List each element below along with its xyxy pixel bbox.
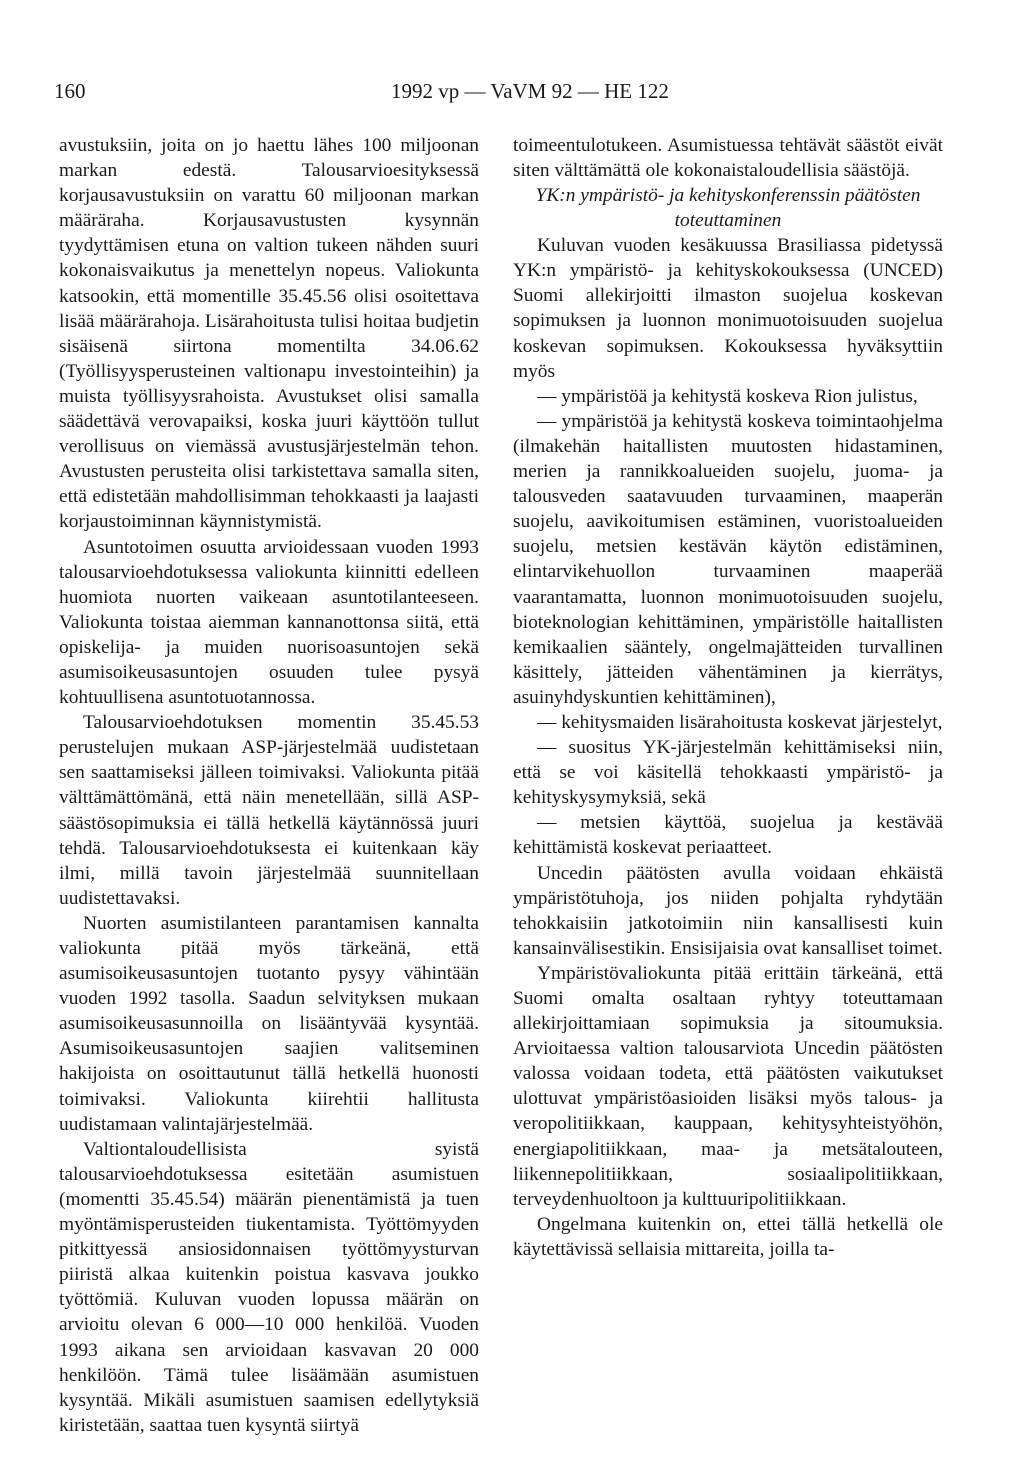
running-title: 1992 vp — VaVM 92 — HE 122 — [391, 79, 669, 103]
section-heading: YK:n ympäristö- ja kehityskonferenssin päätösten toteuttaminen — [535, 185, 921, 232]
page-number: 160 — [54, 79, 86, 103]
right-paragraph-2: Ympäristövaliokunta pitää erittäin tärkeänä, että Suomi omalta osaltaan ryhtyy toteuttamaan allekirjoittamiaan sopimuksia ja sitoumuksia. Arvioitaessa valtion talousarviota Uncedin päätösten valossa voidaan todeta, että päätösten vaikutukset ulottuvat ympäristöasioiden lisäksi myös talous- ja veropolitiikkaan, kauppaan, kehitysyhteistyöhön, energiapolitiikkaan, maa- ja metsätalouteen, liikennepolitiikkaan, sosiaalipolitiikkaan, terveydenhuoltoon ja kulttuuripolitiikkaan. — [513, 962, 943, 1210]
dash-item-2: — ympäristöä ja kehitystä koskeva toimintaohjelma (ilmakehän haitallisten muutosten hidastaminen, merien ja rannikkoalueiden suojelu, juoma- ja talousveden saatavuuden turvaaminen, maaperän suojelu, aavikoitumisen estäminen, vuoristoalueiden suojelu, metsien kestävän käytön edistäminen, elintarvikehuollon turvaaminen maaperää vaarantamatta, luonnon monimuotoisuuden suojelu, bioteknologian kehittäminen, ympäristölle haitallisten kemikaalien sääntely, ongelmajätteiden turvallinen käsittely, jätteiden vähentäminen ja kierrätys, asuinyhdyskuntien kehittäminen), — [513, 410, 943, 708]
left-column — [59, 133, 479, 1438]
dash-item-5: — metsien käyttöä, suojelua ja kestävää kehittämistä koskevat periaatteet. — [513, 812, 943, 859]
left-paragraph-4: Nuorten asumistilanteen parantamisen kannalta valiokunta pitää myös tärkeänä, että asumisoikeusasuntojen tuotanto pysyy vähintään vuoden 1992 tasolla. Saadun selvityksen mukaan asumisoikeusasunnoilla on lisääntyvää kysyntää. Asumisoikeusasuntojen saajien valitseminen hakijoista on osoittautunut tällä hetkellä huonosti toimivaksi. Valiokunta kiirehtii hallitusta uudistamaan valintajärjestelmää. — [59, 912, 479, 1135]
dash-item-3: — kehitysmaiden lisärahoitusta koskevat järjestelyt, — [537, 711, 943, 733]
left-paragraph-1: avustuksiin, joita on jo haettu lähes 100 miljoonan markan edestä. Talousarvioesityksessä korjausavustuksiin on varattu 60 miljoonan markan määräraha. Korjausavustusten kysynnän tyydyttämisen etuna on valtion tukeen nähden suuri kokonaisvaikutus ja menettelyn nopeus. Valiokunta katsookin, että momentille 35.45.56 olisi osoitettava lisää määrärahoja. Lisärahoitusta tulisi hoitaa budjetin sisäisenä siirtona momentilta 34.06.62 (Työllisyysperusteinen valtionapu investointeihin) ja muista työllisyysrahoista. Avustukset olisi samalla säädettävä verovapaiksi, koska juuri käyttöön tullut verollisuus on viemässä avustusjärjestelmän tehon. Avustusten perusteita olisi tarkistettava samalla siten, että edistetään mahdollisimman tehokkaasti ja laajasti korjaustoiminnan käynnistymistä. — [59, 135, 479, 533]
dash-item-4: — suositus YK-järjestelmän kehittämiseksi niin, että se voi käsitellä tehokkaasti ympäristö- ja kehityskysymyksiä, sekä — [513, 737, 943, 809]
right-intro-paragraph: Kuluvan vuoden kesäkuussa Brasiliassa pidetyssä YK:n ympäristö- ja kehityskokouksessa (UNCED) Suomi allekirjoitti ilmaston suojelua koskevan sopimuksen ja luonnon monimuotoisuuden suojelua koskevan sopimuksen. Kokouksessa hyväksyttiin myös — [513, 235, 943, 382]
left-paragraph-3: Talousarvioehdotuksen momentin 35.45.53 perustelujen mukaan ASP-järjestelmää uudistetaan sen saattamiseksi jälleen toimivaksi. Valiokunta pitää välttämättömänä, että näin menetellään, sillä ASP-säästösopimuksia ei tällä hetkellä käytännössä juuri tehdä. Talousarvioehdotuksesta ei kuitenkaan käy ilmi, millä tavoin järjestelmää suunnitellaan uudistettavaksi. — [59, 712, 479, 909]
page-header — [54, 76, 970, 106]
left-paragraph-5: Valtiontaloudellisista syistä talousarvioehdotuksessa esitetään asumistuen (momentti 35.45.54) määrän pienentämistä ja tuen myöntämisperusteiden tiukentamista. Työttömyyden pitkittyessä ansiosidonnaisen työttömyysturvan piiristä alkaa kuitenkin poistua kasvava joukko työttömiä. Kuluvan vuoden lopussa määrän on arvioitu olevan 6 000—10 000 henkilöä. Vuoden 1993 aikana sen arvioidaan kasvavan 20 000 henkilöön. Tämä tulee lisäämään asumistuen kysyntää. Mikäli asumistuen saamisen edellytyksiä kiristetään, saattaa tuen kysyntä siirtyä — [59, 1138, 479, 1436]
left-paragraph-2: Asuntotoimen osuutta arvioidessaan vuoden 1993 talousarvioehdotuksessa valiokunta kiinnitti edelleen huomiota nuorten vaikeaan asuntotilanteeseen. Valiokunta toistaa aiemman kannanottonsa siitä, että opiskelija- ja muiden nuorisoasuntojen sekä asumisoikeusasuntojen osuuden tulee pysyä kohtuullisena asuntotuotannossa. — [59, 536, 479, 709]
dash-item-1: — ympäristöä ja kehitystä koskeva Rion julistus, — [537, 385, 918, 407]
right-paragraph-3: Ongelmana kuitenkin on, ettei tällä hetkellä ole käytettävissä sellaisia mittareita, joilla ta- — [513, 1213, 943, 1260]
right-column — [513, 133, 943, 1262]
right-paragraph-1: Uncedin päätösten avulla voidaan ehkäistä ympäristötuhoja, jos niiden pohjalta ryhdytään tehokkaisiin jatkotoimiin niin kansallisesti kuin kansainvälisestikin. Ensisijaisia ovat kansalliset toimet. — [513, 862, 943, 959]
right-opening-paragraph: toimeentulotukeen. Asumistuessa tehtävät säästöt eivät siten välttämättä ole kokonaistaloudellisia säästöjä. — [513, 135, 943, 182]
